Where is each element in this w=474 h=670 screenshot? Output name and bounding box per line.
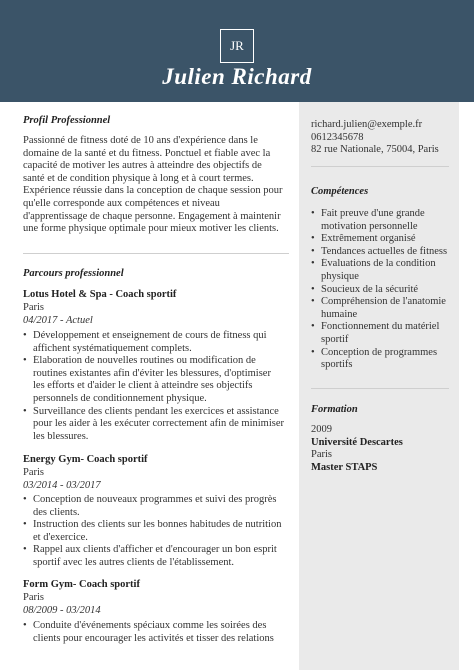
job-dates: 04/2017 - Actuel: [23, 315, 93, 326]
job-location: Paris: [23, 592, 44, 603]
sidebar: [299, 102, 459, 670]
section-divider: [311, 388, 449, 389]
profile-line: santé et de condition physique à long et à court termes.: [23, 172, 254, 184]
job-bullet: • Conception de nouveaux programmes et suivi des progrès: [23, 494, 289, 507]
education-block: [311, 424, 451, 474]
job-bullet-cont: des clients.: [33, 506, 80, 518]
contact-block: [311, 119, 451, 157]
job-bullet-cont: les blessures.: [33, 430, 89, 442]
job-bullet-cont: routines existantes afin d'éviter les blessures, d'optimiser: [33, 367, 271, 379]
job-bullet: • Rappel aux clients d'afficher et d'encourager un bon esprit: [23, 544, 289, 557]
skill-item: • Évaluations de la condition: [311, 258, 449, 271]
skill-item-cont: humaine: [321, 308, 358, 320]
contact-phone: 0612345678: [311, 131, 364, 143]
job-bullet: • Instruction des clients sur les bonnes habitudes de nutrition: [23, 519, 289, 532]
education-year: 2009: [311, 424, 332, 435]
job-bullet: • Développement et enseignement de cours de fitness qui: [23, 330, 289, 343]
skill-item: • Compréhension de l'anatomie: [311, 296, 449, 309]
job-bullet-cont: pour les aider à les exécuter correctement afin de minimiser: [33, 418, 285, 430]
skill-item-cont: physique: [321, 270, 359, 282]
skill-item: • Conception de programmes: [311, 347, 449, 360]
job-bullets: [23, 494, 289, 570]
job-bullet-cont: clients pour encourager les activités et tisser des relations: [33, 632, 274, 644]
profile-line: d'apprentissage de chaque personne. Engagement à maintenir: [23, 210, 281, 222]
job-location: Paris: [23, 467, 44, 478]
job-bullet-cont: les efforts et d'aider le client à atteindre ses objectifs: [33, 380, 253, 392]
profile-line: domaine de la santé et du fitness. Ponctuel et fiable avec la: [23, 147, 271, 159]
profile-line: une forme physique optimale pour mieux motiver les clients.: [23, 223, 279, 235]
profile-title: Profil Professionnel: [23, 115, 111, 126]
profile-line: Expérience réussie dans la conception de chaque session pour: [23, 185, 283, 197]
section-divider: [23, 253, 289, 254]
job-dates: 08/2009 - 03/2014: [23, 605, 101, 616]
job-bullet-cont: et d'exercice.: [33, 531, 88, 543]
skill-item: • Fait preuve d'une grande: [311, 208, 449, 221]
job-title: Form Gym- Coach sportif: [23, 579, 140, 590]
contact-address: 82 rue Nationale, 75004, Paris: [311, 144, 439, 156]
skill-item: • Fonctionnement du matériel: [311, 321, 449, 334]
job-bullet: • Élaboration de nouvelles routines ou modification de: [23, 355, 289, 368]
profile-text: [23, 135, 289, 236]
profile-line: qu'elle corresponde aux compétences et niveau: [23, 197, 220, 209]
education-city: Paris: [311, 449, 332, 461]
job-bullet: • Conduite d'événements spéciaux comme les soirées des: [23, 620, 289, 633]
header-banner: [0, 0, 474, 102]
experience-title: Parcours professionnel: [23, 268, 124, 279]
job-bullet-cont: affichent systématiquement complets.: [33, 342, 192, 354]
main-column: [0, 102, 299, 670]
job-bullet-cont: sportif avec les autres clients de l'établissement.: [33, 556, 235, 568]
job-location: Paris: [23, 302, 44, 313]
education-degree: Master STAPS: [311, 461, 378, 473]
education-title: Formation: [311, 404, 358, 415]
skill-item-cont: sportifs: [321, 359, 353, 371]
job-title: Lotus Hotel & Spa - Coach sportif: [23, 289, 177, 300]
education-school: Université Descartes: [311, 436, 403, 448]
skills-list: [311, 208, 449, 372]
job-bullets: [23, 330, 289, 443]
job-dates: 03/2014 - 03/2017: [23, 480, 101, 491]
job-bullet: • Surveillance des clients pendant les exercices et assistance: [23, 406, 289, 419]
contact-email: richard.julien@exemple.fr: [311, 119, 423, 130]
monogram-box: JR: [220, 29, 254, 63]
job-bullet-cont: personnels de conditionnement physique.: [33, 392, 207, 404]
skill-item-cont: motivation personnelle: [321, 220, 418, 232]
profile-line: capacité de motiver les autres à atteindre des objectifs de: [23, 160, 262, 172]
candidate-name: Julien Richard: [162, 64, 312, 89]
skill-item: • Tendances actuelles de fitness: [311, 246, 449, 259]
section-divider: [311, 166, 449, 167]
profile-line: Passionné de fitness doté de 10 ans d'expérience dans le: [23, 135, 258, 146]
skill-item: • Soucieux de la sécurité: [311, 284, 449, 297]
skill-item-cont: sportif: [321, 333, 349, 345]
job-title: Energy Gym- Coach sportif: [23, 454, 148, 465]
skill-item: • Extrêmement organisé: [311, 233, 449, 246]
skills-title: Compétences: [311, 186, 369, 197]
job-bullets: [23, 620, 289, 645]
